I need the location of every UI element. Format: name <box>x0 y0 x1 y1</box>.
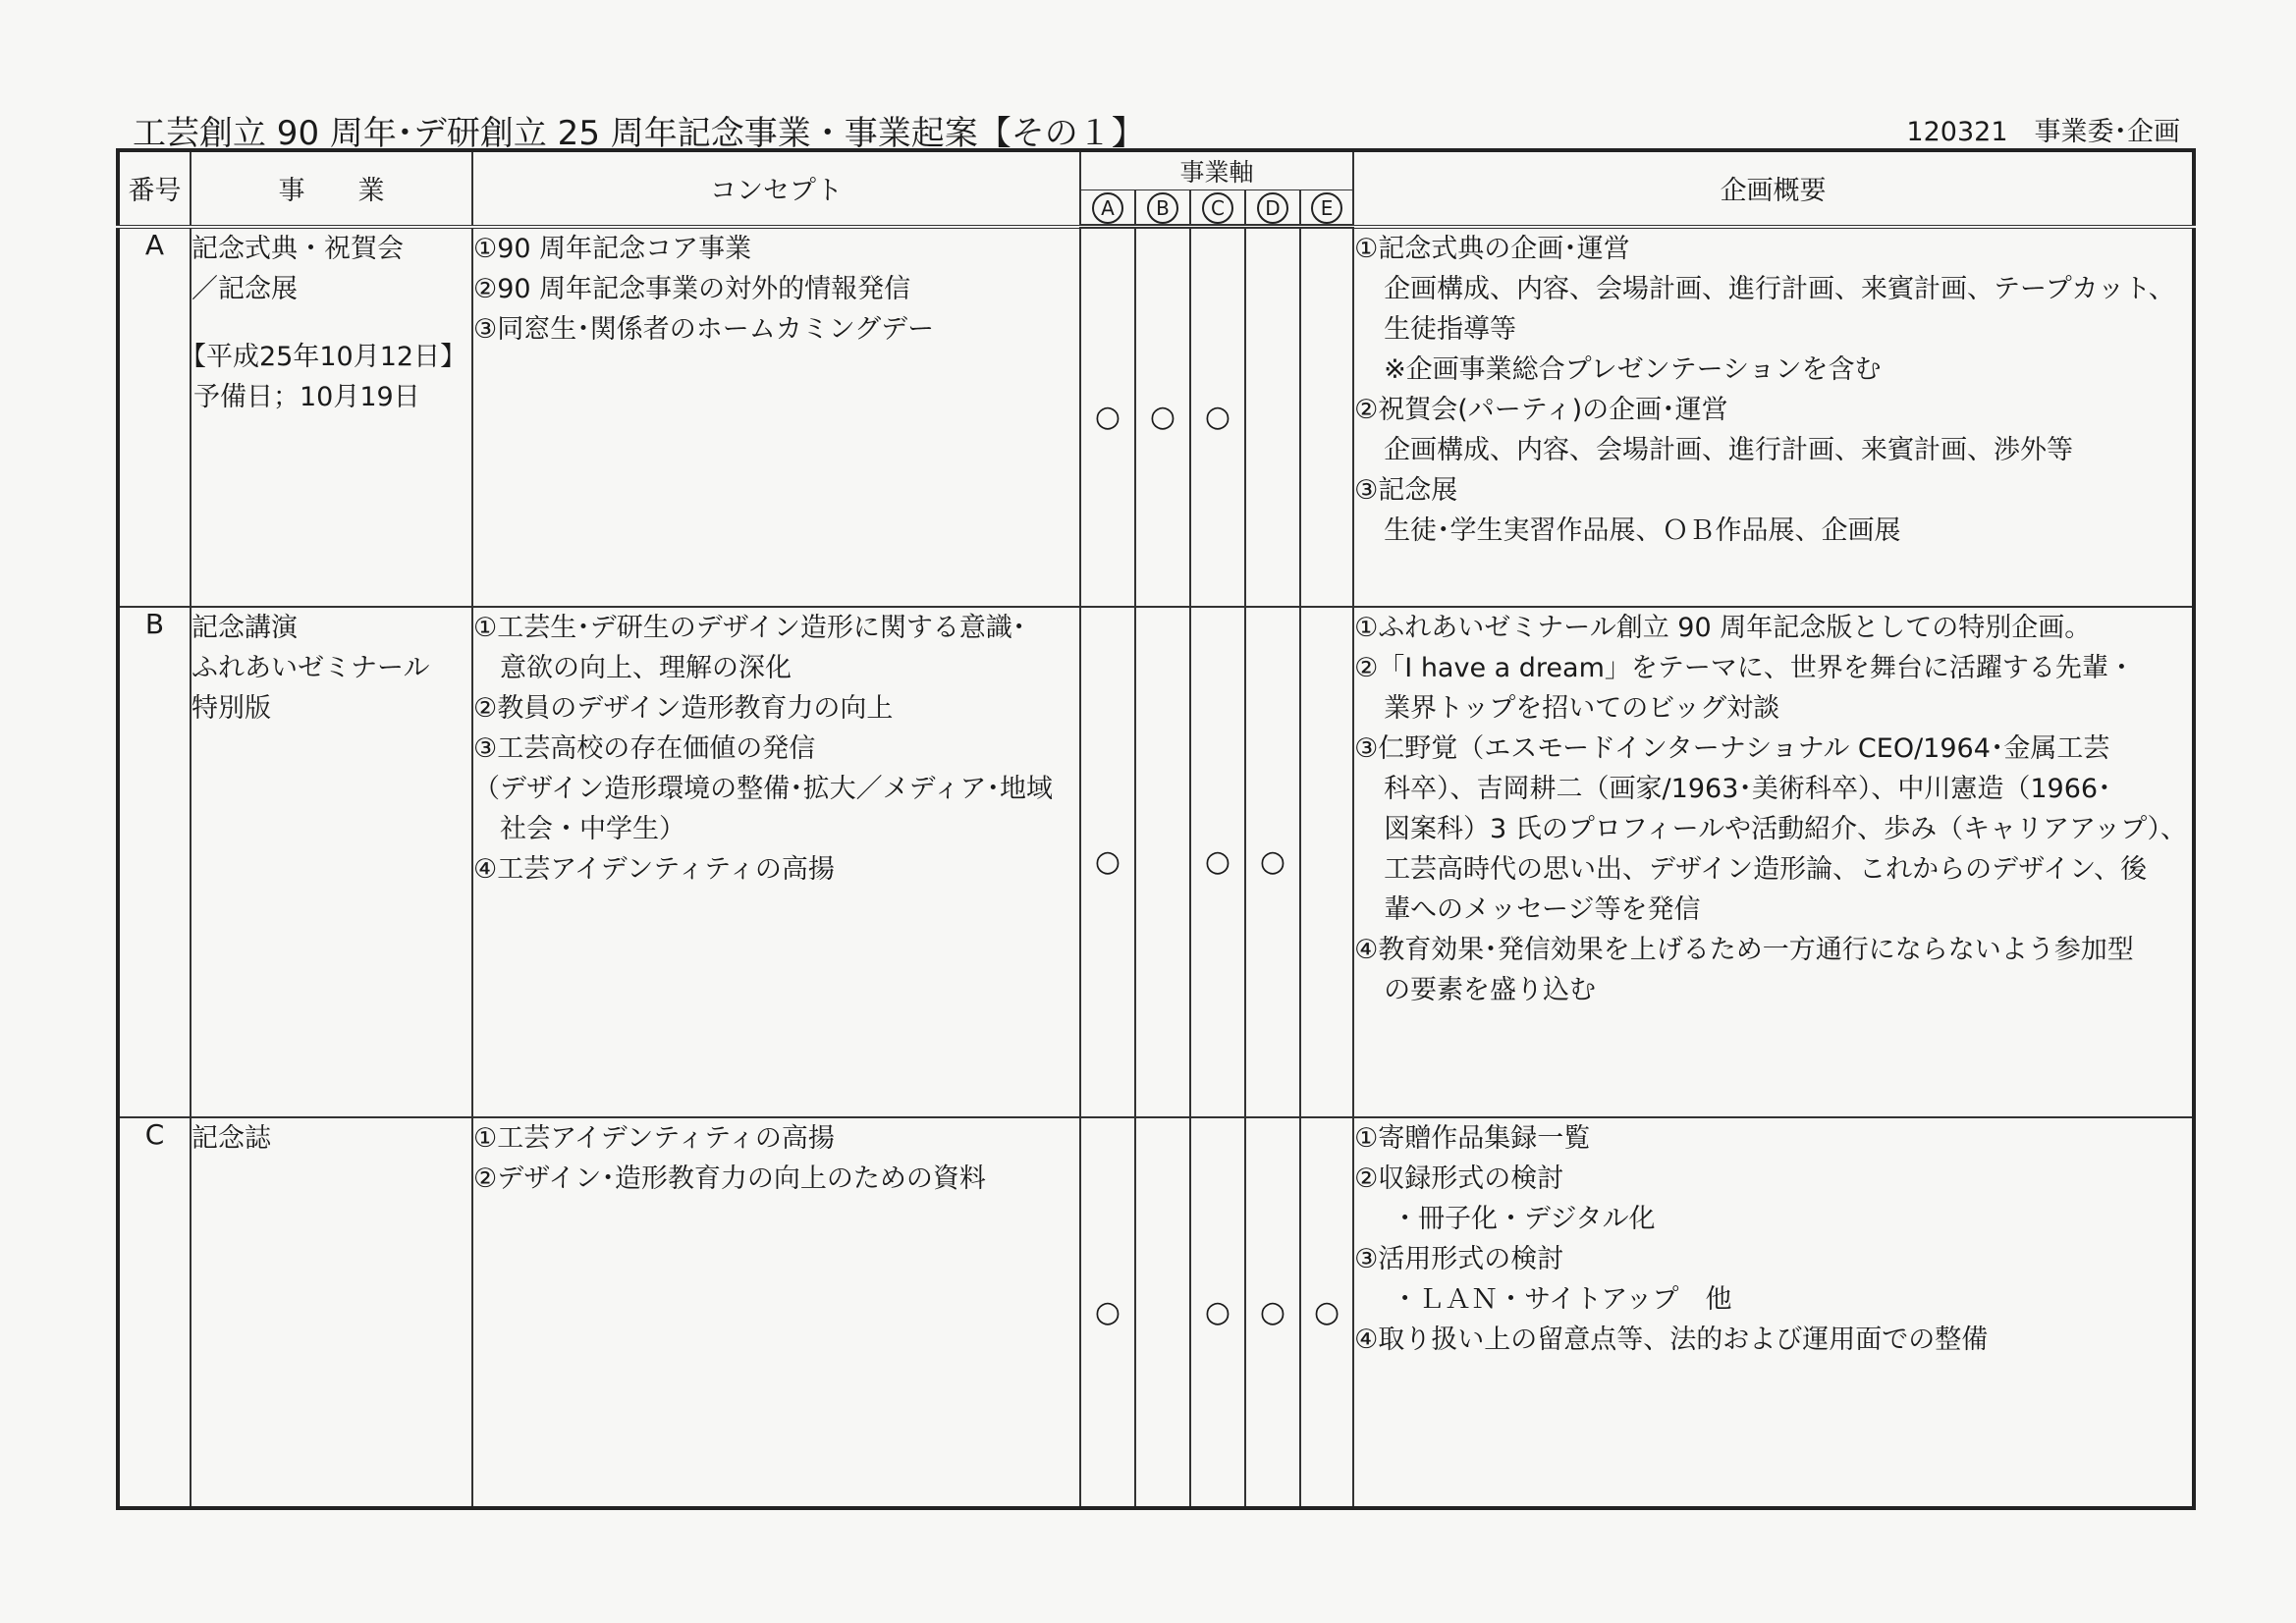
summary-cell <box>1353 227 2194 607</box>
summary-line: 科卒）、吉岡耕二（画家/1963･美術科卒）、中川憲造（1966･ <box>1384 773 2111 804</box>
row-number: B <box>118 607 191 1117</box>
summary-line: の要素を盛り込む <box>1384 974 1597 1005</box>
concept-line: ③工芸高校の存在価値の発信 <box>473 732 816 764</box>
concept-line: ②90 周年記念事業の対外的情報発信 <box>473 273 911 304</box>
axis-c-mark: ○ <box>1190 607 1245 1117</box>
summary-line: ①ふれあいゼミナール創立 90 周年記念版としての特別企画。 <box>1354 612 2092 643</box>
business-line <box>191 309 471 337</box>
header-summary: 企画概要 <box>1353 150 2194 227</box>
concept-line: （デザイン造形環境の整備･拡大／メディア･地域 <box>473 773 1053 804</box>
business-line: 記念誌 <box>191 1122 271 1154</box>
document-reference: 120321 事業委･企画 <box>1906 117 2180 147</box>
business-line: 予備日；10月19日 <box>193 381 420 412</box>
summary-line: ③記念展 <box>1354 474 1458 506</box>
concept-line: ②デザイン･造形教育力の向上のための資料 <box>473 1163 986 1194</box>
summary-cell <box>1353 1117 2194 1508</box>
summary-line: 生徒指導等 <box>1384 313 1517 345</box>
business-cell <box>191 1117 472 1508</box>
business-line: 記念講演 <box>191 612 298 643</box>
axis-c-mark: ○ <box>1190 227 1245 607</box>
concept-line: ①90 周年記念コア事業 <box>473 233 752 264</box>
summary-line: ③活用形式の検討 <box>1354 1243 1564 1274</box>
business-line: 記念式典・祝賀会 <box>191 233 404 264</box>
axis-c-mark: ○ <box>1190 1117 1245 1508</box>
summary-line: ③仁野覚（エスモードインターナショナル CEO/1964･金属工芸 <box>1354 732 2110 764</box>
axis-b-mark <box>1135 607 1190 1117</box>
summary-line: 企画構成、内容、会場計画、進行計画、来賓計画、テープカット、 <box>1384 273 2175 304</box>
axis-a-mark: ○ <box>1080 607 1135 1117</box>
table-row <box>118 607 2194 1117</box>
axis-d-mark: ○ <box>1245 607 1300 1117</box>
summary-line: ④取り扱い上の留意点等、法的および運用面での整備 <box>1354 1324 1989 1355</box>
row-number: C <box>118 1117 191 1508</box>
axis-b-icon: B <box>1135 190 1190 227</box>
concept-line: ①工芸生･デ研生のデザイン造形に関する意識･ <box>473 612 1026 643</box>
summary-line: ・冊子化・デジタル化 <box>1392 1203 1656 1234</box>
concept-cell <box>472 1117 1080 1508</box>
document-title: 工芸創立 90 周年･デ研創立 25 周年記念事業・事業起案【その１】 <box>133 114 1145 153</box>
axis-a-mark: ○ <box>1080 1117 1135 1508</box>
axis-e-mark: ○ <box>1300 1117 1353 1508</box>
summary-line: ・ＬＡＮ・サイトアップ 他 <box>1392 1283 1732 1315</box>
summary-line: ①記念式典の企画･運営 <box>1354 233 1630 264</box>
business-cell <box>180 227 472 607</box>
business-line: 【平成25年10月12日】 <box>180 341 467 372</box>
row-number: A <box>118 227 191 607</box>
header-num: 番号 <box>118 150 191 227</box>
summary-line: 業界トップを招いてのビッグ対談 <box>1384 692 1780 724</box>
axis-b-mark: ○ <box>1135 227 1190 607</box>
concept-cell <box>472 607 1080 1117</box>
axis-d-mark <box>1245 227 1300 607</box>
concept-line: ③同窓生･関係者のホームカミングデー <box>473 313 935 345</box>
concept-cell <box>472 227 1080 607</box>
business-line: ふれあいゼミナール <box>191 652 430 683</box>
axis-a-mark: ○ <box>1080 227 1135 607</box>
summary-line: 輩へのメッセージ等を発信 <box>1384 893 1701 925</box>
axis-a-icon: A <box>1080 190 1135 227</box>
business-cell <box>191 607 472 1117</box>
summary-line: ※企画事業総合プレゼンテーションを含む <box>1384 353 1882 385</box>
table-row <box>118 1117 2194 1508</box>
axis-e-mark <box>1300 227 1353 607</box>
axis-b-mark <box>1135 1117 1190 1508</box>
summary-line: ①寄贈作品集録一覧 <box>1354 1122 1591 1154</box>
concept-line: ②教員のデザイン造形教育力の向上 <box>473 692 894 724</box>
axis-d-icon: D <box>1245 190 1300 227</box>
business-line: ／記念展 <box>191 273 298 304</box>
summary-line: 図案科）3 氏のプロフィールや活動紹介、歩み（キャリアアップ）、 <box>1384 813 2188 844</box>
axis-c-icon: C <box>1190 190 1245 227</box>
summary-line: ④教育効果･発信効果を上げるため一方通行にならないよう参加型 <box>1354 934 2134 965</box>
header-concept: コンセプト <box>472 150 1080 227</box>
axis-e-mark <box>1300 607 1353 1117</box>
summary-line: 生徒･学生実習作品展、ＯＢ作品展、企画展 <box>1384 514 1901 546</box>
summary-line: 企画構成、内容、会場計画、進行計画、来賓計画、渉外等 <box>1384 434 2074 465</box>
concept-line: ①工芸アイデンティティの高揚 <box>473 1122 835 1154</box>
concept-line: ④工芸アイデンティティの高揚 <box>473 853 835 885</box>
summary-line: ②「I have a dream」をテーマに、世界を舞台に活躍する先輩・ <box>1354 652 2135 683</box>
header-axis: 事業軸 <box>1080 150 1353 190</box>
axis-e-icon: E <box>1300 190 1353 227</box>
summary-line: 工芸高時代の思い出、デザイン造形論、これからのデザイン、後 <box>1384 853 2148 885</box>
proposal-table <box>116 148 2196 1510</box>
table-row <box>118 227 2194 607</box>
business-line: 特別版 <box>191 692 271 724</box>
summary-line: ②収録形式の検討 <box>1354 1163 1564 1194</box>
axis-d-mark: ○ <box>1245 1117 1300 1508</box>
header-business: 事 業 <box>191 150 472 227</box>
concept-line: 社会・中学生） <box>473 813 685 844</box>
concept-line: 意欲の向上、理解の深化 <box>473 652 792 683</box>
summary-cell <box>1353 607 2194 1117</box>
summary-line: ②祝賀会(パーティ)の企画･運営 <box>1354 394 1728 425</box>
